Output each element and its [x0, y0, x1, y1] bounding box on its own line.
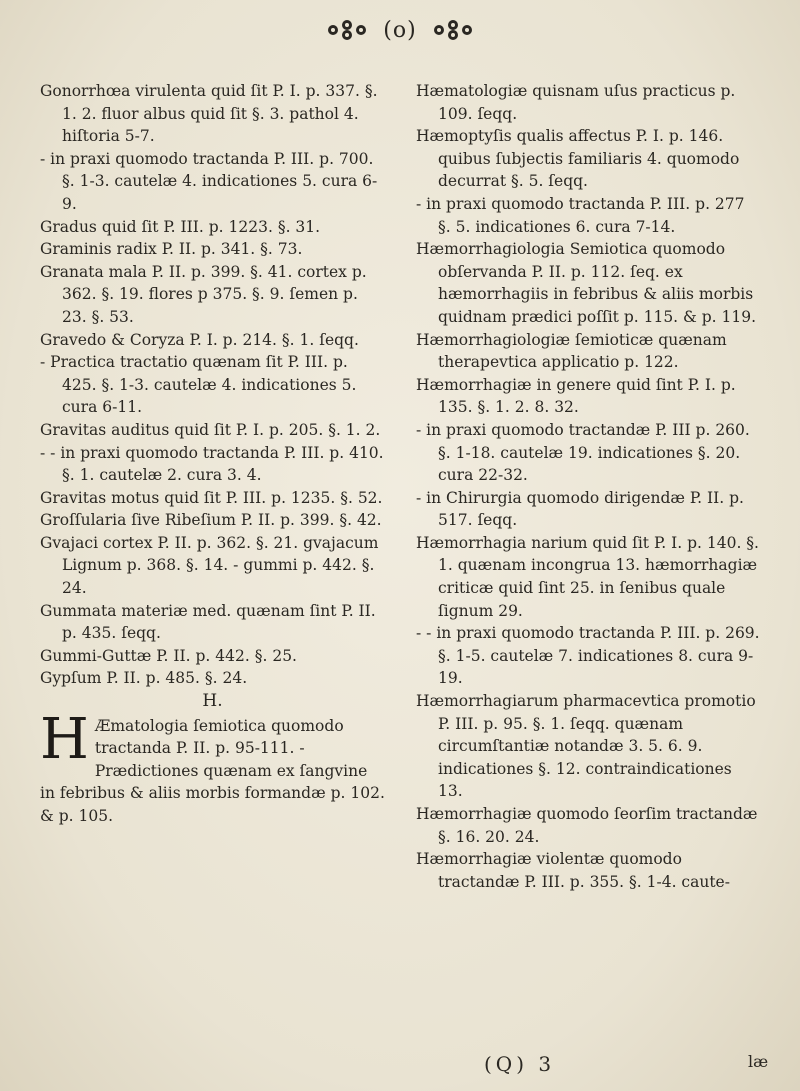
index-entry: Gravedo & Coryza P. I. p. 214. §. 1. ſeqq. — [40, 330, 359, 349]
index-entry: Hæmorrhagiarum pharmacevtica promotio P. III. p. 95. §. 1. ſeqq. quænam circumſtantiæ notandæ 3. 5. 6. 9. indicationes §. 12. contraindicationes 13. — [416, 692, 756, 801]
index-entry: Gradus quid ſit P. III. p. 1223. §. 31. — [40, 217, 321, 236]
index-entry: Hæmorrhagiæ violentæ quomodo tractandæ P. III. p. 355. §. 1-4. caute- — [416, 850, 730, 891]
index-entry: Hæmatologiæ quisnam uſus practicus p. 109. ſeqq. — [416, 82, 736, 123]
catchword: læ — [748, 1052, 769, 1071]
index-entry: - - in praxi quomodo tractanda P. III. p. 269. §. 1-5. cautelæ 7. indicationes 8. cura 9-19. — [416, 624, 760, 688]
index-entry: Gypſum P. II. p. 485. §. 24. — [40, 669, 248, 688]
index-entry: - Practica tractatio quænam ſit P. III. p. 425. §. 1-3. cautelæ 4. indicationes 5. cura 6-11. — [40, 353, 357, 417]
index-entry: Hæmorrhagiologia Semiotica quomodo obſervanda P. II. p. 112. ſeq. ex hæmorrhagiis in febribus & aliis morbis quidnam prædici poſſit p. 115. & p. 119. — [416, 240, 757, 326]
index-entry: Graminis radix P. II. p. 341. §. 73. — [40, 240, 303, 259]
left-ornament — [325, 17, 369, 43]
index-entry: - in praxi quomodo tractanda P. III. p. 277 §. 5. indicationes 6. cura 7-14. — [416, 194, 745, 236]
signature-mark: (Q) 3 — [484, 1052, 556, 1076]
index-entry: Hæmoptyſis qualis affectus P. I. p. 146. quibus ſubjectis familiaris 4. quomodo decurrat §. 5. ſeqq. — [416, 127, 740, 191]
index-entry: Gonorrhœa virulenta quid ſit P. I. p. 337. §. 1. 2. fluor albus quid ſit §. 3. pathol 4. hiſtoria 5-7. — [40, 82, 378, 146]
page-header — [0, 8, 800, 52]
drop-capital: H — [40, 706, 89, 772]
index-entry: Hæmorrhagiæ quomodo ſeorſim tractandæ §. 16. 20. 24. — [416, 805, 758, 846]
initial-entry — [40, 706, 385, 828]
page-number: (o) — [383, 17, 417, 43]
letter-heading: H. — [202, 691, 223, 712]
index-entry: - in praxi quomodo tractanda P. III. p. 700. §. 1-3. cautelæ 4. indicationes 5. cura 6-9. — [40, 149, 378, 213]
index-entry: Gummata materiæ med. quænam ſint P. II. p. 435. ſeqq. — [40, 601, 376, 643]
index-entry: Gravitas motus quid ſit P. III. p. 1235. §. 52. — [40, 488, 383, 507]
index-entry: Gvajaci cortex P. II. p. 362. §. 21. gvajacum Lignum p. 368. §. 14. - gummi p. 442. §. 24. — [40, 533, 379, 598]
index-entry: - - in praxi quomodo tractanda P. III. p. 410. §. 1. cautelæ 2. cura 3. 4. — [40, 443, 384, 485]
right-column — [416, 80, 761, 893]
index-entry: Groſſularia ſive Ribeſium P. II. p. 399. §. 42. — [40, 511, 382, 530]
index-entry: Hæmorrhagiæ in genere quid ſint P. I. p. 135. §. 1. 2. 8. 32. — [416, 375, 736, 417]
index-entry: Gummi-Guttæ P. II. p. 442. §. 25. — [40, 646, 297, 665]
index-entry: - in Chirurgia quomodo dirigendæ P. II. p. 517. ſeqq. — [416, 488, 744, 530]
right-ornament — [431, 17, 475, 43]
index-entry: Granata mala P. II. p. 399. §. 41. cortex p. 362. §. 19. flores p 375. §. 9. ſemen p. 23. §. 53. — [40, 262, 367, 326]
initial-entry-text: Æmatologia ſemiotica quomodo tractanda P. II. p. 95-111. - Prædictiones quænam ex ſangvine in febribus & aliis morbis formandæ p. 102. & p. 105. — [40, 716, 385, 825]
page-footer — [0, 1052, 800, 1082]
index-entry: Hæmorrhagia narium quid ſit P. I. p. 140. §. 1. quænam incongrua 13. hæmorrhagiæ criticæ quid ſint 25. in ſenibus quale ſignum 29. — [416, 533, 759, 620]
index-entry: Gravitas auditus quid ſit P. I. p. 205. §. 1. 2. — [40, 420, 381, 439]
left-column — [40, 80, 385, 828]
index-entry: - in praxi quomodo tractandæ P. III p. 260. §. 1-18. cautelæ 19. indicationes §. 20. cura 22-32. — [416, 420, 750, 485]
index-entry: Hæmorrhagiologiæ ſemioticæ quænam therapevtica applicatio p. 122. — [416, 330, 727, 372]
